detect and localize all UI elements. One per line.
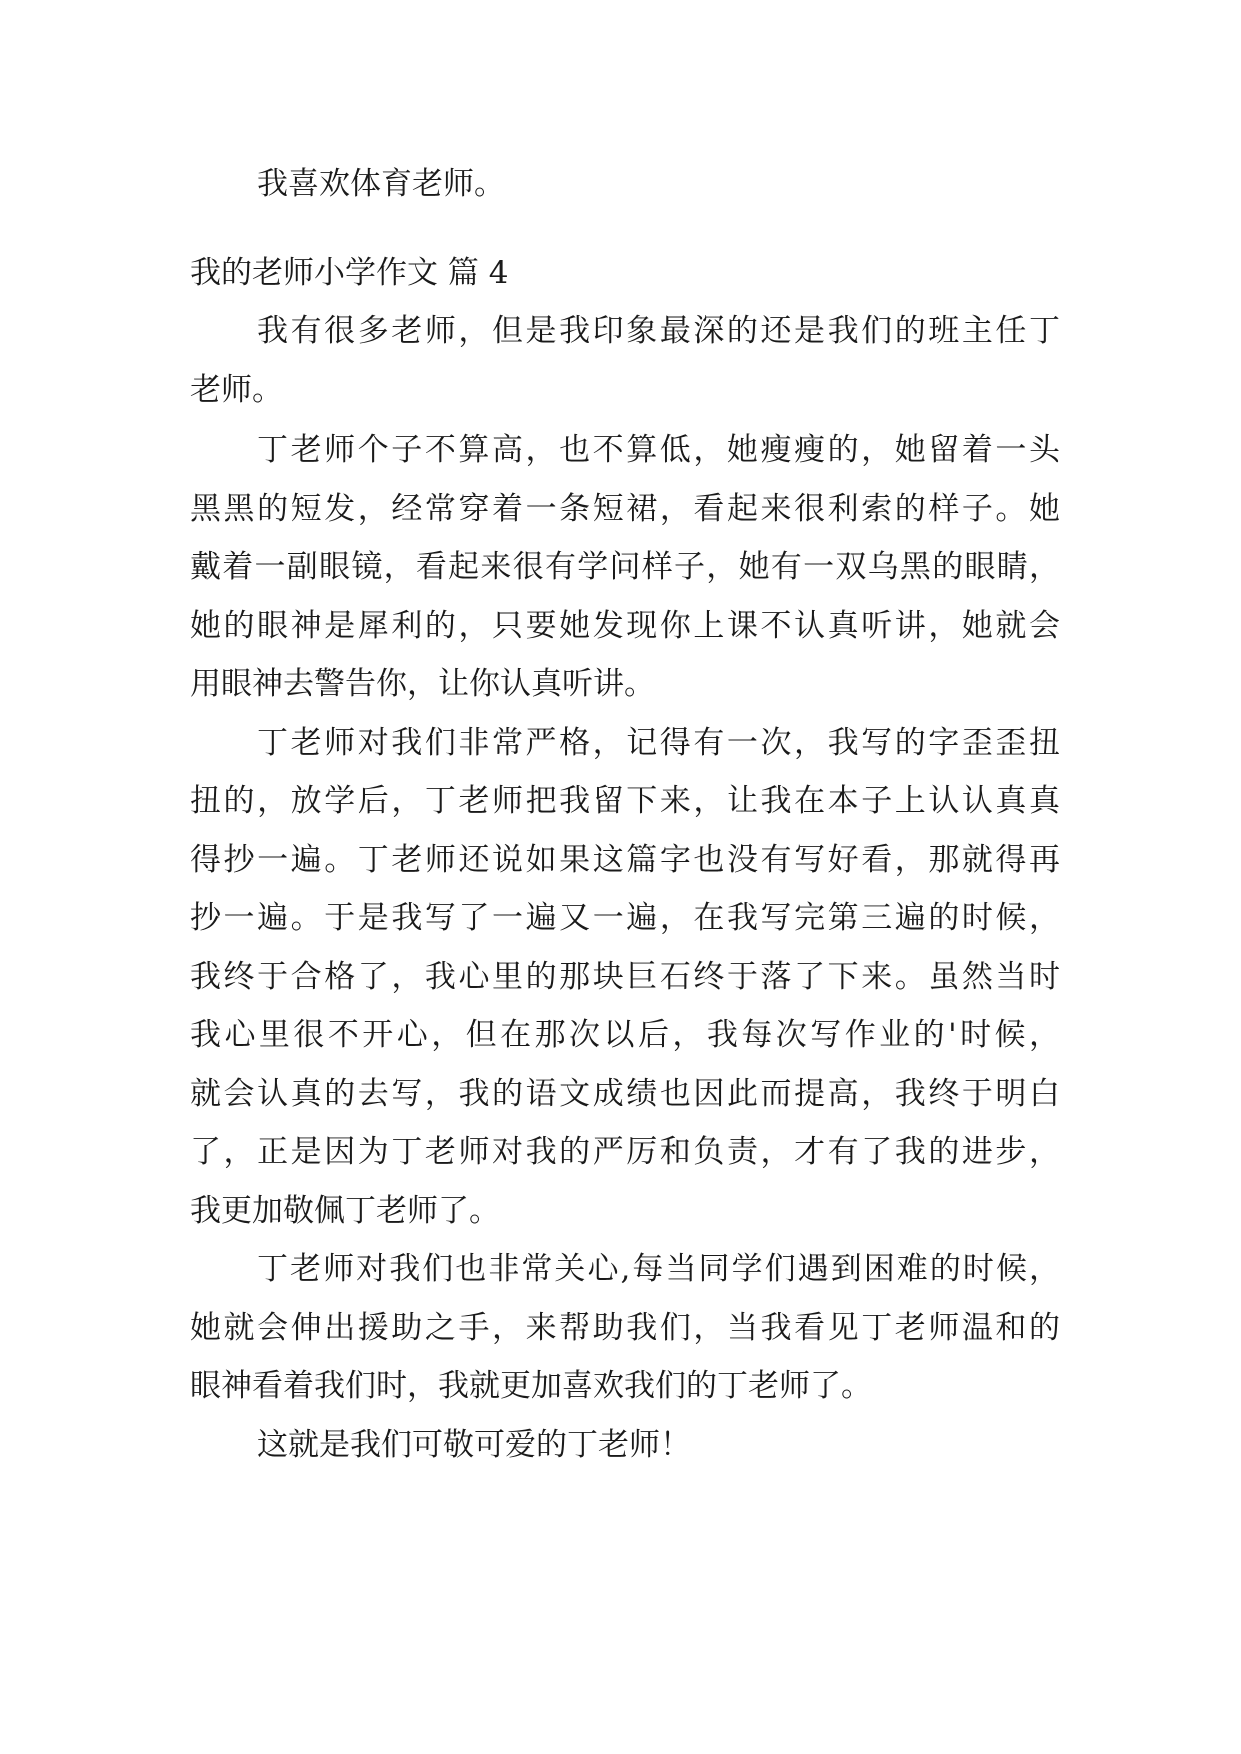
paragraph-1-line-2: 老师。 — [190, 372, 283, 408]
paragraph-3-line-9: 我更加敬佩丁老师了。 — [190, 1193, 500, 1229]
paragraph-2-line-1: 丁老师个子不算高，也不算低，她瘦瘦的，她留着一头 — [257, 432, 1060, 468]
paragraph-3-line-7: 就会认真的去写，我的语文成绩也因此而提高，我终于明白 — [190, 1076, 1060, 1112]
paragraph-2-line-3: 戴着一副眼镜，看起来很有学问样子，她有一双乌黑的眼睛， — [190, 549, 1060, 585]
paragraph-1-line-1: 我有很多老师，但是我印象最深的还是我们的班主任丁 — [257, 313, 1060, 349]
paragraph-2-line-2: 黑黑的短发，经常穿着一条短裙，看起来很利索的样子。她 — [190, 491, 1060, 527]
essay-heading: 我的老师小学作文 篇 4 — [190, 255, 509, 291]
paragraph-4-line-1: 丁老师对我们也非常关心,每当同学们遇到困难的时候， — [257, 1251, 1060, 1287]
paragraph-4-line-2: 她就会伸出援助之手，来帮助我们，当我看见丁老师温和的 — [190, 1310, 1060, 1346]
paragraph-5-line-1: 这就是我们可敬可爱的丁老师！ — [257, 1427, 691, 1463]
paragraph-3-line-4: 抄一遍。于是我写了一遍又一遍，在我写完第三遍的时候， — [190, 900, 1060, 936]
paragraph-3-line-6: 我心里很不开心，但在那次以后，我每次写作业的'时候， — [190, 1017, 1060, 1053]
paragraph-2-line-4: 她的眼神是犀利的，只要她发现你上课不认真听讲，她就会 — [190, 608, 1060, 644]
paragraph-3-line-5: 我终于合格了，我心里的那块巨石终于落了下来。虽然当时 — [190, 959, 1060, 995]
paragraph-3-line-1: 丁老师对我们非常严格，记得有一次，我写的字歪歪扭 — [257, 725, 1060, 761]
paragraph-2-line-5: 用眼神去警告你，让你认真听讲。 — [190, 666, 655, 702]
paragraph-3-line-3: 得抄一遍。丁老师还说如果这篇字也没有写好看，那就得再 — [190, 842, 1060, 878]
paragraph-3-line-8: 了，正是因为丁老师对我的严厉和负责，才有了我的进步， — [190, 1134, 1060, 1170]
paragraph-3-line-2: 扭的，放学后，丁老师把我留下来，让我在本子上认认真真 — [190, 783, 1060, 819]
intro-line: 我喜欢体育老师。 — [257, 166, 505, 202]
paragraph-4-line-3: 眼神看着我们时，我就更加喜欢我们的丁老师了。 — [190, 1368, 872, 1404]
